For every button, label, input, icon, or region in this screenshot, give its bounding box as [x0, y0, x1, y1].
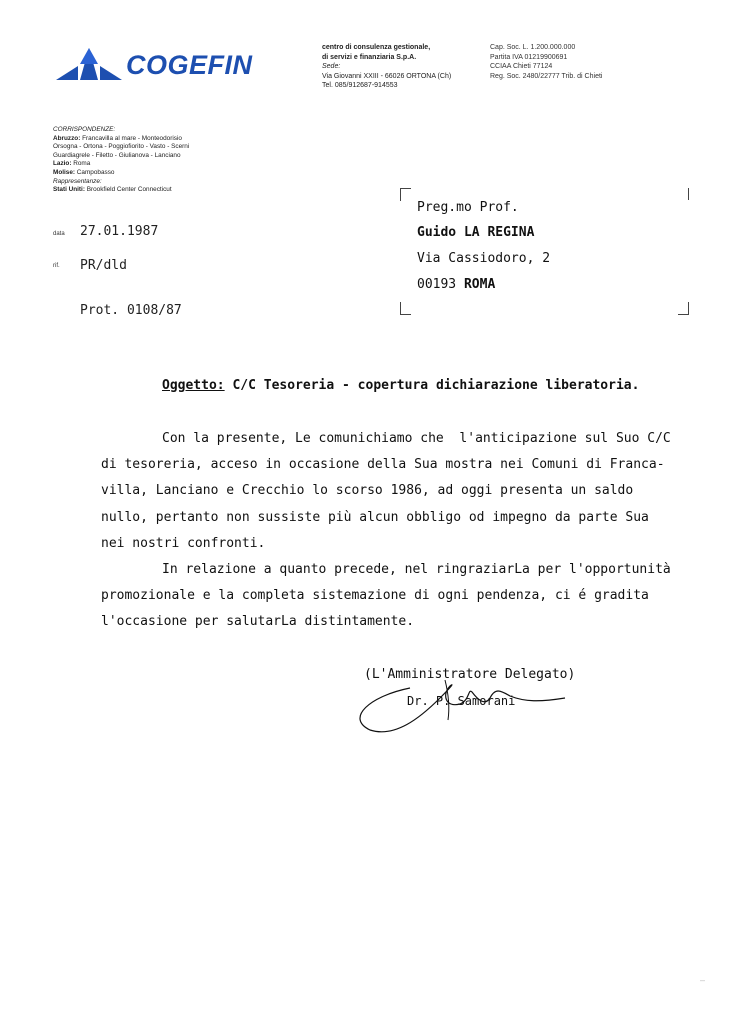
- correspondence-line: Guardiagrele - Filetto - Giulianova - Lanciano: [53, 151, 181, 159]
- correspondence-block: [53, 126, 189, 195]
- body-line: villa, Lanciano e Crecchio lo scorso 1986, ad oggi presenta un saldo: [101, 483, 634, 498]
- legal-line: Reg. Soc. 2480/22777 Trib. di Chieti: [490, 72, 603, 80]
- subject-text: C/C Tesoreria - copertura dichiarazione liberatoria.: [224, 378, 640, 393]
- signature-title: (L'Amministratore Delegato): [364, 667, 576, 682]
- legal-line: CCIAA Chieti 77124: [490, 63, 553, 71]
- correspondence-line: Lazio: Roma: [53, 160, 91, 168]
- legal-line: Partita IVA 01219900691: [490, 53, 568, 61]
- company-logo-text: COGEFIN: [126, 50, 253, 80]
- window-corner-bottom-right: [678, 302, 689, 315]
- representatives-heading: Rappresentanze:: [53, 177, 102, 185]
- company-line: Sede:: [322, 63, 341, 71]
- protocol-number: Prot. 0108/87: [80, 303, 182, 318]
- company-line: centro di consulenza gestionale,: [322, 44, 431, 51]
- legal-line: Cap. Soc. L. 1.200.000.000: [490, 44, 576, 51]
- recipient-name: Guido LA REGINA: [417, 225, 535, 240]
- signature-name: Dr. P. Samorani: [407, 694, 516, 708]
- body-line: Con la presente, Le comunichiamo che l'anticipazione sul Suo C/C: [162, 431, 671, 446]
- company-line: Via Giovanni XXIII - 66026 ORTONA (Ch): [322, 72, 452, 80]
- body-line: di tesoreria, acceso in occasione della Sua mostra nei Comuni di Franca-: [101, 457, 665, 472]
- window-corner-top-left: [400, 188, 411, 201]
- window-corner-top-right: [688, 188, 690, 200]
- body-line: promozionale e la completa sistemazione di ogni pendenza, ci é gradita: [101, 588, 649, 603]
- correspondence-line: Molise: Campobasso: [53, 168, 115, 176]
- date-value: 27.01.1987: [80, 224, 159, 239]
- ref-label: rif.: [53, 263, 60, 269]
- ref-value: PR/dld: [80, 258, 127, 273]
- cogefin-logo-icon: [56, 46, 122, 82]
- correspondence-line: Stati Uniti: Brookfield Center Connecticut: [53, 186, 172, 194]
- body-line: In relazione a quanto precede, nel ringraziarLa per l'opportunità: [162, 562, 671, 577]
- window-corner-bottom-left: [400, 302, 411, 315]
- company-line: Tel. 085/912687-914553: [322, 82, 398, 90]
- body-line: l'occasione per salutarLa distintamente.: [101, 614, 415, 629]
- recipient-city-line: 00193 ROMA: [417, 277, 496, 292]
- handwritten-signature-icon: [350, 658, 570, 738]
- body-line: nullo, pertanto non sussiste più alcun obbligo od impegno da parte Sua: [101, 510, 649, 525]
- body-line: nei nostri confronti.: [101, 536, 266, 551]
- subject-line: [162, 378, 639, 393]
- correspondence-line: Abruzzo: Francavilla al mare - Monteodorisio: [53, 134, 182, 142]
- date-label: data: [53, 231, 65, 237]
- correspondence-line: Orsogna - Ortona - Poggiofiorito - Vasto - Scerni: [53, 143, 190, 151]
- company-info: [322, 43, 451, 91]
- legal-info: [490, 43, 602, 81]
- correspondence-heading: CORRISPONDENZE:: [53, 126, 116, 133]
- recipient-salutation: Preg.mo Prof.: [417, 200, 519, 215]
- subject-label: Oggetto:: [162, 378, 225, 393]
- company-line: di servizi e finanziaria S.p.A.: [322, 53, 417, 61]
- page-mark: –: [700, 975, 706, 985]
- recipient-street: Via Cassiodoro, 2: [417, 251, 551, 266]
